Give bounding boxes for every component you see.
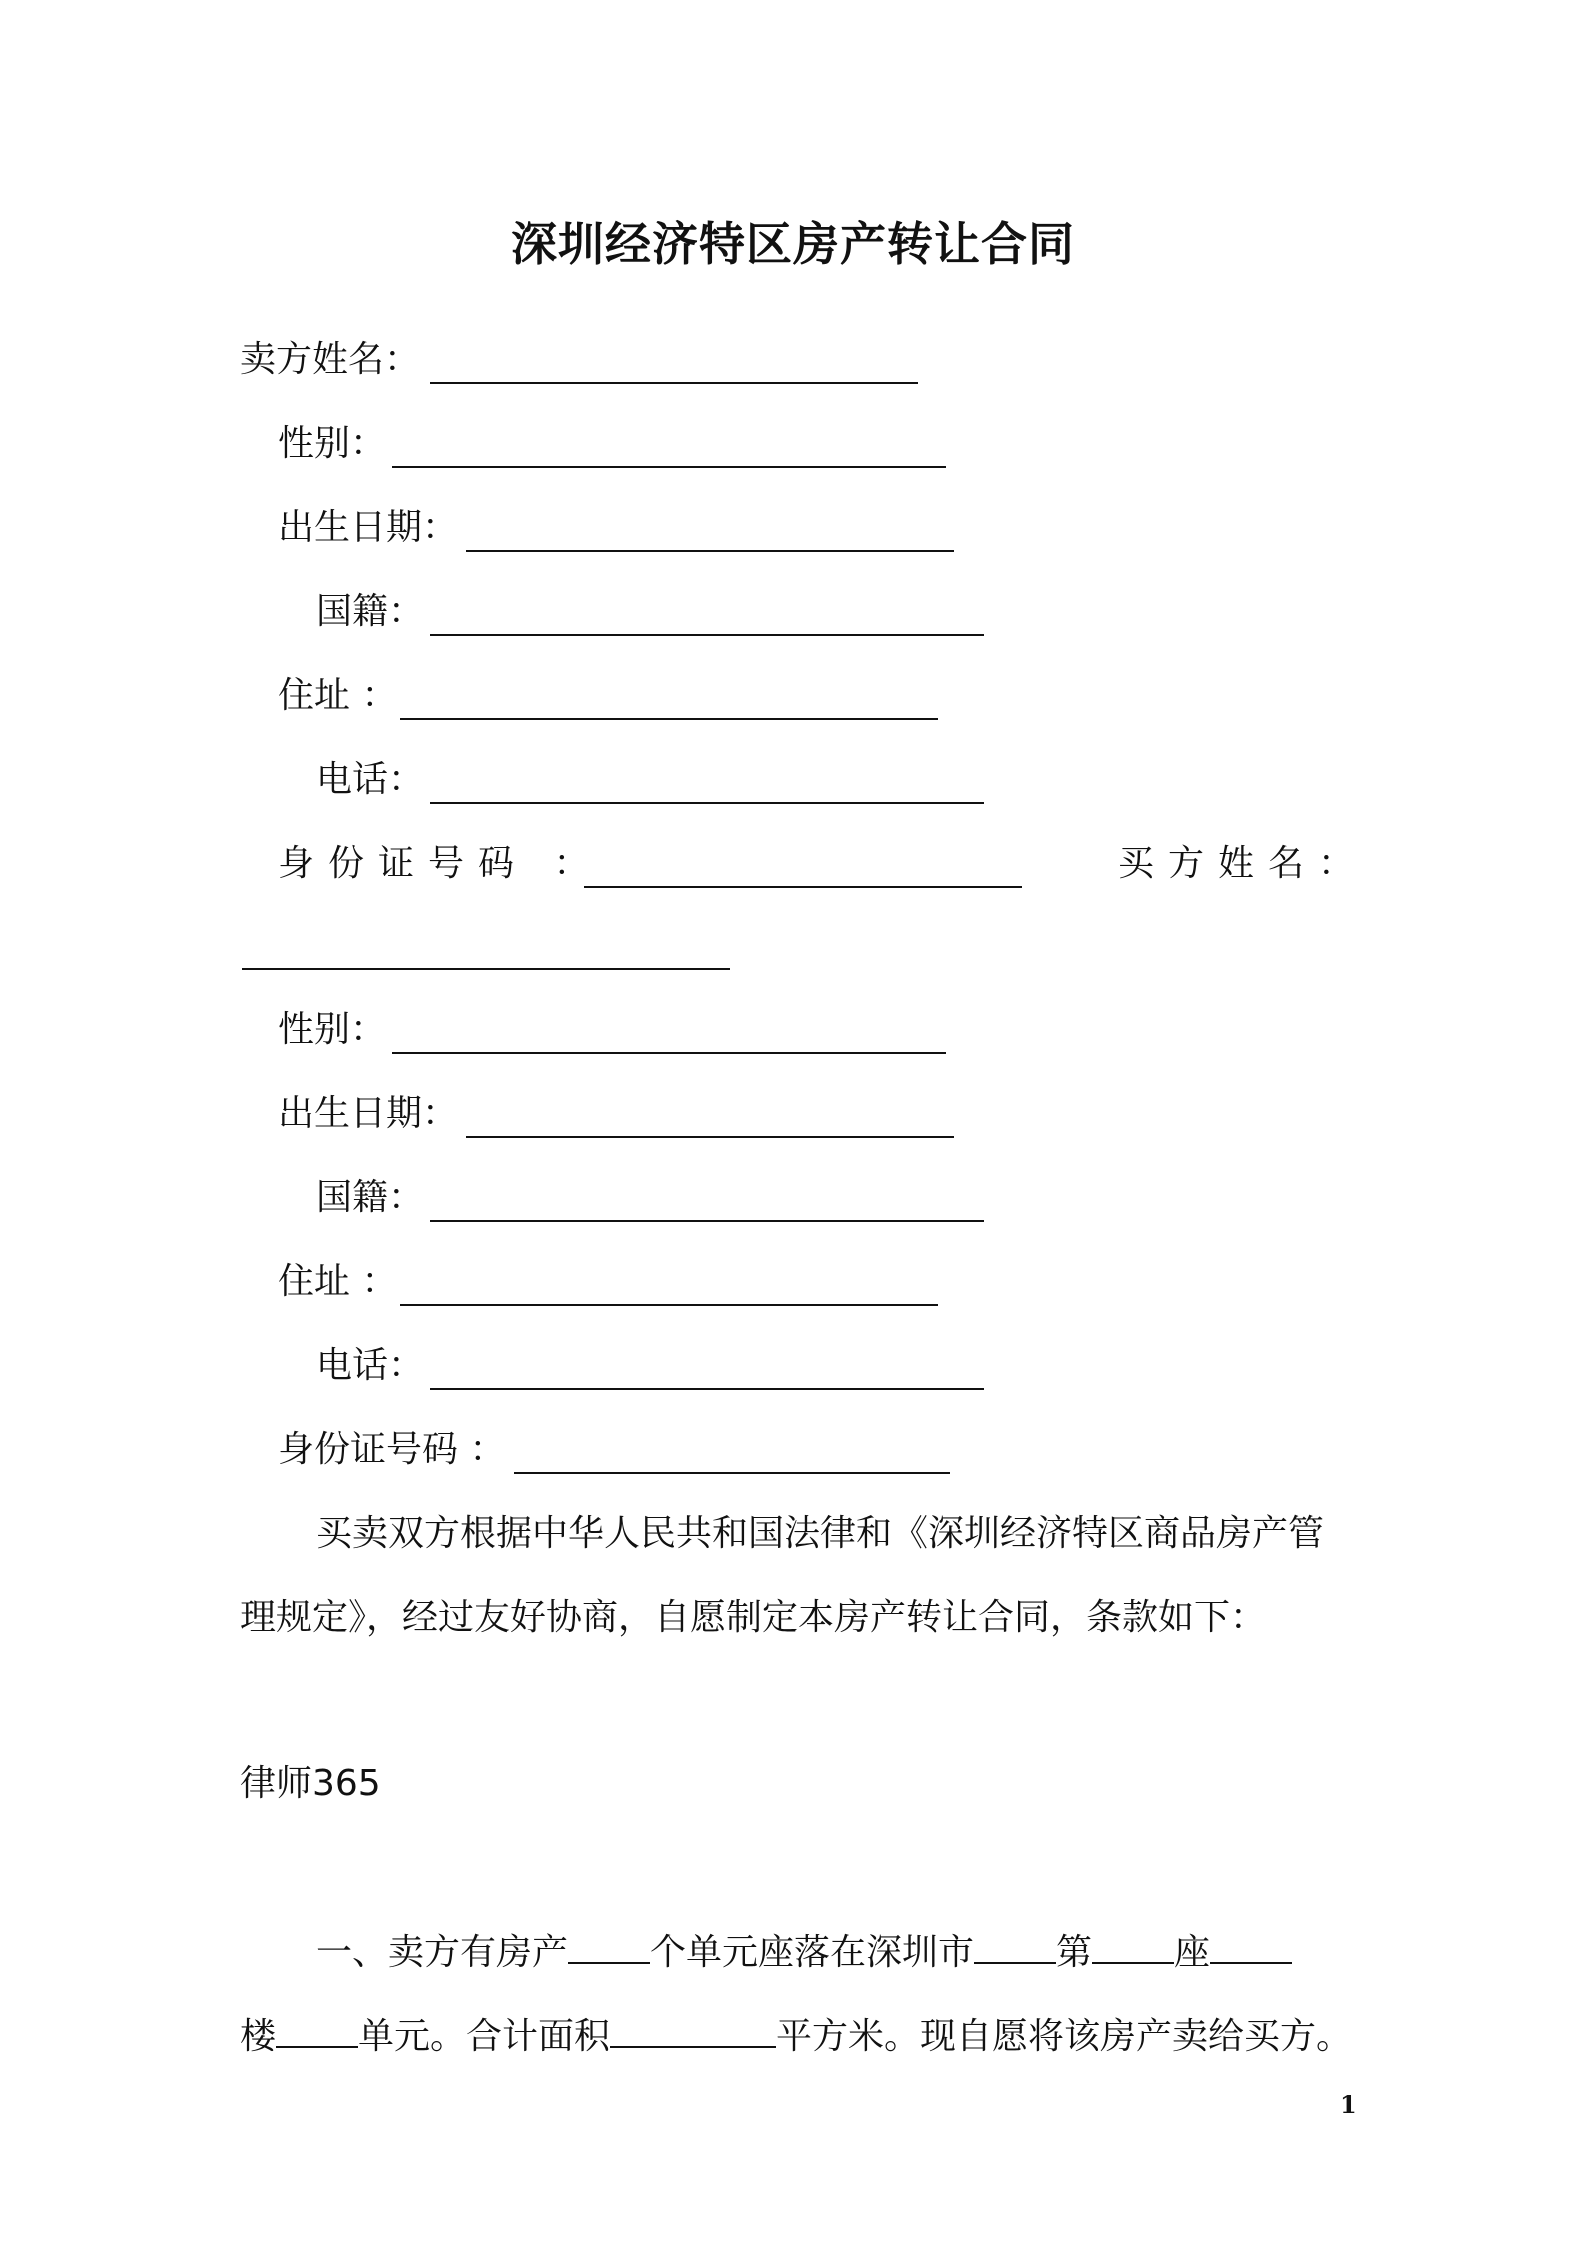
clause-1-unit-blank[interactable]: [276, 2012, 358, 2048]
clause-1-part-4: 座: [1174, 1932, 1211, 1973]
clause-1-district-blank[interactable]: [974, 1928, 1056, 1964]
seller-name-field[interactable]: [430, 382, 918, 384]
page-number: 1: [1340, 2090, 1357, 2119]
clause-1-floor-blank[interactable]: [1210, 1928, 1292, 1964]
document-title: 深圳经济特区房产转让合同: [511, 217, 1075, 271]
seller-name-label: 卖方姓名：: [240, 339, 421, 380]
buyer-address-label: 住址 ：: [278, 1261, 398, 1302]
buyer-phone-field[interactable]: [430, 1388, 984, 1390]
clause-1-units-blank[interactable]: [568, 1928, 650, 1964]
clause-1-line-2: [240, 2012, 1352, 2061]
clause-1-part-1: 一、卖方有房产: [316, 1932, 569, 1973]
lawyer365-text: 律师365: [240, 1763, 381, 1804]
buyer-gender-label: 性别：: [278, 1009, 387, 1050]
buyer-id-label: 身份证号码 ：: [278, 1429, 506, 1470]
buyer-name-field[interactable]: [242, 968, 730, 970]
buyer-birth-label: 出生日期：: [278, 1093, 459, 1134]
clause-1-building-blank[interactable]: [1092, 1928, 1174, 1964]
buyer-nationality-label: 国籍：: [316, 1177, 425, 1218]
seller-gender-label: 性别：: [278, 423, 387, 464]
preamble-line-2: 理规定》，经过友好协商，自愿制定本房产转让合同，条款如下：: [240, 1597, 1267, 1638]
buyer-nationality-field[interactable]: [430, 1220, 984, 1222]
seller-birth-field[interactable]: [466, 550, 954, 552]
clause-1-part-5: 楼: [240, 2016, 277, 2057]
buyer-name-label: 买方姓名：: [1118, 843, 1369, 884]
clause-1-line-1: [316, 1928, 1292, 1977]
seller-address-field[interactable]: [400, 718, 938, 720]
buyer-phone-label: 电话：: [316, 1345, 425, 1386]
seller-id-field[interactable]: [584, 886, 1022, 888]
buyer-address-field[interactable]: [400, 1304, 938, 1306]
seller-address-label: 住址 ：: [278, 675, 398, 716]
clause-1-part-7: 平方米。现自愿将该房产卖给买方。: [776, 2016, 1353, 2057]
preamble-line-1: 买卖双方根据中华人民共和国法律和《深圳经济特区商品房产管: [316, 1513, 1325, 1554]
buyer-id-field[interactable]: [514, 1472, 950, 1474]
buyer-gender-field[interactable]: [392, 1052, 946, 1054]
clause-1-area-blank[interactable]: [610, 2012, 776, 2048]
buyer-birth-field[interactable]: [466, 1136, 954, 1138]
seller-phone-label: 电话：: [316, 759, 425, 800]
clause-1-part-3: 第: [1056, 1932, 1093, 1973]
seller-gender-field[interactable]: [392, 466, 946, 468]
clause-1-part-6: 单元。合计面积: [358, 2016, 611, 2057]
seller-id-label: 身份证号码 ：: [278, 843, 604, 884]
seller-nationality-label: 国籍：: [316, 591, 425, 632]
clause-1-part-2: 个单元座落在深圳市: [650, 1932, 975, 1973]
seller-nationality-field[interactable]: [430, 634, 984, 636]
seller-phone-field[interactable]: [430, 802, 984, 804]
seller-birth-label: 出生日期：: [278, 507, 459, 548]
